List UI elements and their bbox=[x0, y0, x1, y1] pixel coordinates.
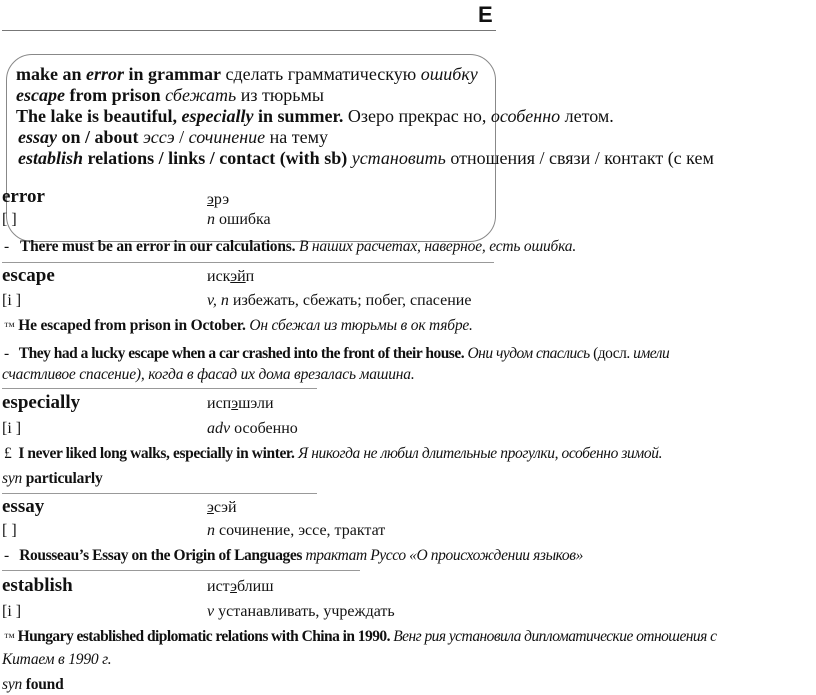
phrase-key: establish bbox=[18, 148, 84, 168]
stressed-syllable: э bbox=[207, 191, 214, 208]
pron-rest: блиш bbox=[236, 578, 274, 595]
synonym bbox=[2, 470, 103, 488]
collocation-line bbox=[16, 148, 714, 169]
pron-rest: ист bbox=[207, 578, 231, 595]
translation: особенно bbox=[230, 420, 298, 437]
phrase-ru: эссэ bbox=[138, 127, 175, 147]
definition bbox=[207, 522, 385, 540]
stressed-syllable: э bbox=[231, 395, 239, 412]
example bbox=[4, 345, 669, 363]
example-note: (досл. bbox=[589, 345, 634, 362]
phrase-en: from prison bbox=[64, 85, 161, 105]
phrase-en: in summer. bbox=[253, 106, 344, 126]
translation: ошибка bbox=[215, 211, 271, 228]
example-ru: ), когда в фасад их дома врезалась машина. bbox=[135, 366, 415, 383]
example-en: They had a lucky escape when a car crashed into the front of their house. bbox=[18, 345, 465, 362]
part-of-speech: adv bbox=[207, 420, 231, 437]
definition bbox=[207, 420, 298, 438]
phrase-ru: / bbox=[174, 127, 189, 147]
bullet-icon: - bbox=[4, 238, 9, 255]
phrase-en: make an bbox=[16, 64, 87, 84]
example bbox=[4, 238, 576, 256]
syn-label: syn bbox=[2, 676, 23, 693]
pron-rest: шэли bbox=[238, 395, 274, 412]
collocations bbox=[16, 64, 714, 169]
example-ru: Венг рия установила дипломатические отношения с bbox=[389, 628, 717, 645]
syn-label: syn bbox=[2, 470, 23, 487]
phrase-ru: особенно bbox=[490, 106, 561, 126]
example-ru: трактат Руссо «О происхождении языков» bbox=[302, 547, 583, 564]
example bbox=[4, 445, 662, 463]
translation: избежать, сбежать; побег, спасение bbox=[228, 292, 472, 309]
phrase-en: on / about bbox=[57, 127, 139, 147]
phrase-ru: отношения / связи / контакт (с кем bbox=[445, 148, 714, 168]
transcription: [ ] bbox=[2, 211, 17, 228]
pronunciation bbox=[207, 191, 229, 209]
part-of-speech: n bbox=[207, 211, 215, 228]
phrase-ru: ошибку bbox=[420, 64, 478, 84]
example-en: I never liked long walks, especially in winter. bbox=[18, 445, 295, 462]
pronunciation bbox=[207, 395, 274, 413]
pron-rest: иск bbox=[207, 268, 231, 285]
definition bbox=[207, 603, 395, 621]
example-ru: имели bbox=[633, 345, 670, 362]
phrase-en: relations / links / contact (with sb) bbox=[83, 148, 348, 168]
translation: устанавливать, учреждать bbox=[214, 603, 395, 620]
phrase-ru: на тему bbox=[265, 127, 329, 147]
example-ru: В наших расчетах, наверное, есть ошибка. bbox=[295, 238, 576, 255]
bullet-icon: - bbox=[4, 547, 9, 564]
pronunciation bbox=[207, 499, 237, 517]
pronunciation bbox=[207, 268, 254, 286]
example-en: Rousseau’s Essay on the Origin of Languages bbox=[19, 547, 303, 564]
collocation-line bbox=[16, 106, 714, 127]
stressed-syllable: э bbox=[230, 578, 237, 595]
example-ru: Я никогда не любил длительные прогулки, особенно зимой. bbox=[294, 445, 663, 462]
bullet-icon: ™ bbox=[4, 321, 15, 333]
phrase-ru: установить bbox=[347, 148, 446, 168]
bullet-icon: £ bbox=[4, 445, 12, 462]
phrase-ru: летом. bbox=[560, 106, 614, 126]
synonym bbox=[2, 676, 64, 694]
phrase-ru: сделать грамматическую bbox=[221, 64, 421, 84]
example-ru: Китаем в 1990 г. bbox=[2, 651, 112, 668]
pronunciation bbox=[207, 578, 274, 596]
phrase-key: especially bbox=[181, 106, 254, 126]
headword-escape: escape bbox=[2, 265, 55, 286]
definition bbox=[207, 292, 471, 310]
stressed-syllable: эй bbox=[230, 268, 246, 285]
phrase-ru: сбежать bbox=[160, 85, 237, 105]
stressed-syllable: э bbox=[207, 499, 214, 516]
example bbox=[4, 628, 716, 646]
phrase-key: error bbox=[86, 64, 125, 84]
headword-essay: essay bbox=[2, 496, 45, 517]
collocation-line bbox=[16, 127, 714, 148]
headword-especially: especially bbox=[2, 392, 81, 413]
example-continuation bbox=[2, 651, 111, 669]
phrase-ru: сочинение bbox=[188, 127, 266, 147]
entry-divider bbox=[2, 570, 360, 571]
phrase-en: in grammar bbox=[124, 64, 222, 84]
example-ru: счастливое спасение bbox=[2, 366, 136, 383]
pron-rest: исп bbox=[207, 395, 232, 412]
part-of-speech: v, n bbox=[207, 292, 229, 309]
example-ru: Он сбежал из тюрьмы в ок тябре. bbox=[245, 317, 473, 334]
header-divider bbox=[2, 30, 496, 31]
example-ru: Они чудом спаслись bbox=[464, 345, 590, 362]
phrase-key: escape bbox=[16, 85, 65, 105]
example bbox=[4, 547, 583, 565]
pron-rest: п bbox=[245, 268, 255, 285]
part-of-speech: n bbox=[207, 522, 215, 539]
bullet-icon: ™ bbox=[4, 632, 15, 644]
definition bbox=[207, 211, 271, 229]
phrase-key: essay bbox=[18, 127, 57, 147]
entry-divider bbox=[2, 262, 494, 263]
headword-establish: establish bbox=[2, 575, 73, 596]
collocation-line bbox=[16, 64, 714, 85]
section-letter: E bbox=[478, 2, 493, 27]
bullet-icon: - bbox=[4, 345, 9, 362]
example-en: There must be an error in our calculations. bbox=[20, 238, 296, 255]
transcription: [ ] bbox=[2, 522, 17, 539]
translation: сочинение, эссе, трактат bbox=[215, 522, 386, 539]
entry-divider bbox=[2, 493, 317, 494]
example-en: He escaped from prison in October. bbox=[18, 317, 246, 334]
collocation-line bbox=[16, 85, 714, 106]
syn-word: found bbox=[22, 676, 64, 693]
example-en: Hungary established diplomatic relations with China in 1990. bbox=[17, 628, 390, 645]
pron-rest: рэ bbox=[213, 191, 230, 208]
pron-rest: сэй bbox=[213, 499, 237, 516]
transcription: [i ] bbox=[2, 292, 22, 309]
example-continuation bbox=[2, 366, 415, 384]
part-of-speech: v bbox=[207, 603, 215, 620]
headword-error: error bbox=[2, 186, 45, 207]
transcription: [i ] bbox=[2, 420, 22, 437]
phrase-en: The lake is beautiful, bbox=[16, 106, 182, 126]
syn-word: particularly bbox=[22, 470, 103, 487]
transcription: [i ] bbox=[2, 603, 22, 620]
example bbox=[4, 317, 473, 335]
phrase-ru: Озеро прекрас но, bbox=[343, 106, 491, 126]
entry-divider bbox=[2, 388, 317, 389]
phrase-ru: из тюрьмы bbox=[236, 85, 324, 105]
